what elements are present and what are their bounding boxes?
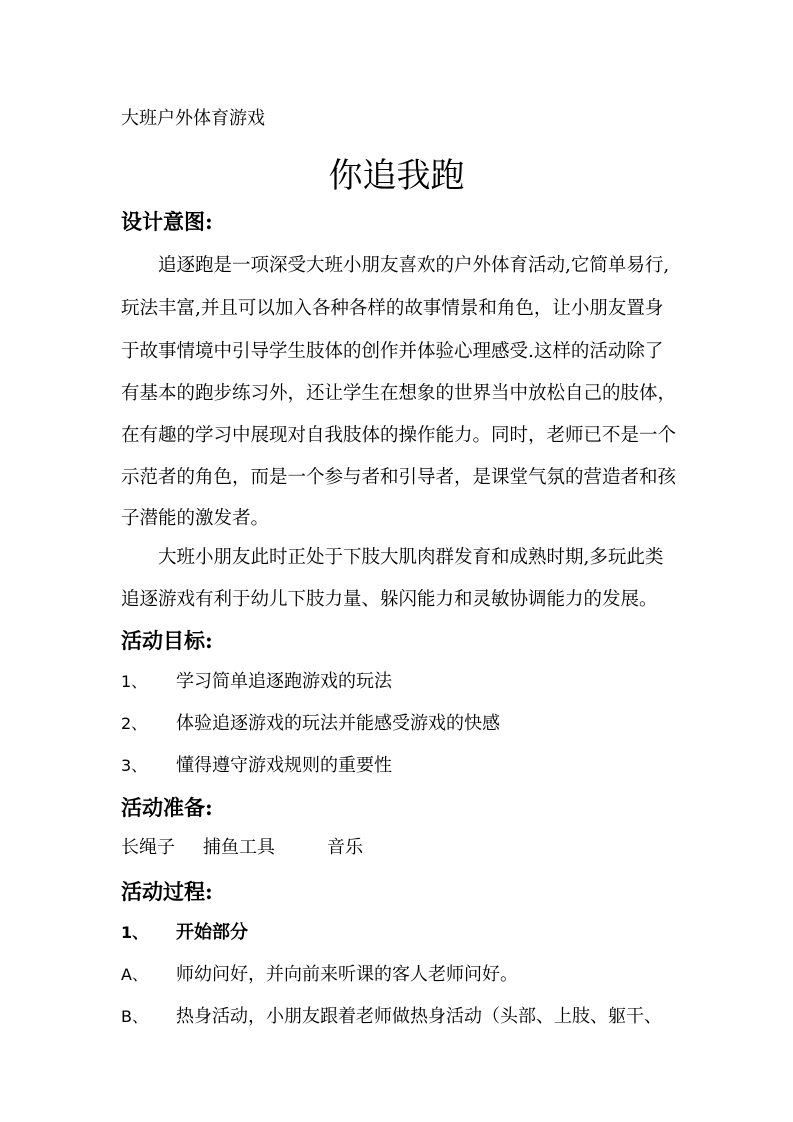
material-item: 捕鱼工具: [203, 837, 275, 858]
paragraph-line: 在有趣的学习中展现对自我肢体的操作能力。同时，老师已不是一个: [121, 425, 677, 446]
list-item-number: 2、: [121, 714, 148, 733]
material-item: 长绳子: [121, 837, 175, 858]
document-subtitle: 大班户外体育游戏: [121, 108, 265, 129]
list-item-number: 1、: [121, 672, 148, 691]
section-heading-prep: 活动准备:: [121, 795, 213, 820]
material-item: 音乐: [327, 837, 363, 858]
list-item-number: 1、: [121, 923, 149, 942]
paragraph-line: 有基本的跑步练习外，还让学生在想象的世界当中放松自己的肢体，: [121, 383, 677, 404]
section-heading-goals: 活动目标:: [121, 628, 213, 653]
paragraph-line: 于故事情境中引导学生肢体的创作并体验心理感受.这样的活动除了: [121, 341, 664, 362]
list-item-text: 师幼问好，并向前来听课的客人老师问好。: [176, 964, 518, 985]
list-item-text: 开始部分: [176, 922, 248, 943]
list-item-number: 3、: [121, 756, 148, 775]
paragraph-line: 玩法丰富,并且可以加入各种各样的故事情景和角色，让小朋友置身: [121, 298, 664, 319]
section-heading-process: 活动过程:: [121, 879, 213, 904]
list-item-text: 体验追逐游戏的玩法并能感受游戏的快感: [176, 713, 500, 734]
list-item-number: B、: [121, 1007, 148, 1026]
paragraph-line: 子潜能的激发者。: [121, 508, 270, 529]
paragraph-line: 追逐游戏有利于幼儿下肢力量、躲闪能力和灵敏协调能力的发展。: [121, 589, 658, 610]
list-item-text: 学习简单追逐跑游戏的玩法: [176, 671, 392, 692]
list-item-text: 热身活动，小朋友跟着老师做热身活动（头部、上肢、躯干、: [176, 1006, 662, 1027]
section-heading-intent: 设计意图:: [121, 209, 213, 234]
list-item-text: 懂得遵守游戏规则的重要性: [176, 755, 392, 776]
paragraph-line: 大班小朋友此时正处于下肢大肌肉群发育和成熟时期,多玩此类: [158, 547, 664, 568]
paragraph-line: 示范者的角色，而是一个参与者和引导者，是课堂气氛的营造者和孩: [121, 467, 677, 488]
list-item-number: A、: [121, 965, 148, 984]
paragraph-line: 追逐跑是一项深受大班小朋友喜欢的户外体育活动,它简单易行,: [158, 255, 670, 276]
document-title: 你追我跑: [328, 156, 465, 196]
